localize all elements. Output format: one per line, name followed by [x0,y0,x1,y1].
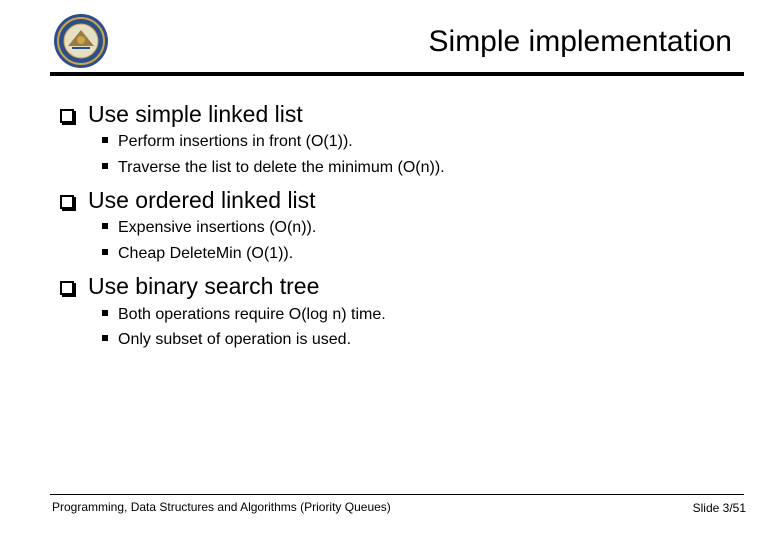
slide-title: Simple implementation [428,25,732,58]
topic-label: Use ordered linked list [88,187,316,213]
topic-heading [60,186,316,214]
square-bullet-icon [102,163,108,169]
square-bullet-icon [102,137,108,143]
checkbox-square-icon [60,195,74,209]
title-divider [50,72,744,76]
list-item-text: Expensive insertions (O(n)). [118,219,317,236]
topic-label: Use binary search tree [88,273,320,299]
footer-course: Programming, Data Structures and Algorithms (Priority Queues) [52,500,391,514]
square-bullet-icon [102,310,108,316]
university-seal-icon [52,12,110,70]
list-item-text: Cheap DeleteMin (O(1)). [118,245,294,262]
list-item [102,158,445,178]
slide-number: Slide 3/51 [692,501,746,515]
list-item [102,132,353,152]
list-item [102,305,386,325]
list-item-text: Only subset of operation is used. [118,331,352,348]
footer-divider [50,494,744,495]
list-item-text: Perform insertions in front (O(1)). [118,133,353,150]
list-item [102,330,351,350]
checkbox-square-icon [60,109,74,123]
topic-heading [60,272,319,300]
square-bullet-icon [102,335,108,341]
topic-heading [60,100,303,128]
list-item-text: Both operations require O(log n) time. [118,306,386,323]
checkbox-square-icon [60,281,74,295]
topic-label: Use simple linked list [88,101,303,127]
square-bullet-icon [102,223,108,229]
list-item [102,244,293,264]
square-bullet-icon [102,249,108,255]
list-item-text: Traverse the list to delete the minimum (O(n)). [118,159,445,176]
list-item [102,218,316,238]
